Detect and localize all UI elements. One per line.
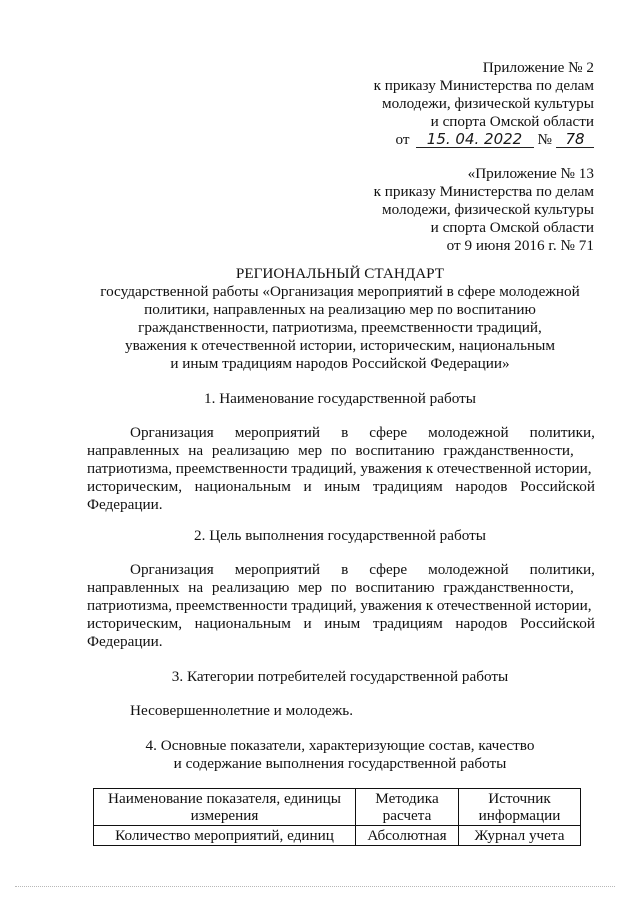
word: народов xyxy=(455,615,508,632)
paragraph-line xyxy=(87,424,595,442)
appendix-2-title: Приложение № 2 xyxy=(482,59,594,76)
appendix-13-line: к приказу Министерства по делам xyxy=(373,183,594,200)
table-cell: Журнал учета xyxy=(459,826,581,846)
paragraph-line: Федерации. xyxy=(87,496,163,513)
title-line: уважения к отечественной истории, историческим, национальным xyxy=(124,337,556,354)
title-line: и иным традициям народов Российской Федерации» xyxy=(170,355,510,372)
word: и xyxy=(303,478,312,495)
appendix-2-line: молодежи, физической культуры xyxy=(382,95,594,112)
paragraph-line: патриотизма, преемственности традиций, уважения к отечественной истории, xyxy=(87,460,592,477)
appendix-13-date: от 9 июня 2016 г. № 71 xyxy=(446,237,594,254)
section-4-heading-line: и содержание выполнения государственной работы xyxy=(173,755,507,772)
word: политики, xyxy=(529,561,595,578)
appendix-13-title: «Приложение № 13 xyxy=(467,165,594,182)
table-header-cell xyxy=(356,789,459,826)
word: в xyxy=(341,561,349,578)
section-3-heading: 3. Категории потребителей государственной работы xyxy=(171,668,509,685)
word: мероприятий xyxy=(234,561,321,578)
handwritten-date: 15. 04. 2022 xyxy=(416,131,534,148)
appendix-2-header xyxy=(374,59,594,149)
word: и xyxy=(303,615,312,632)
title-main: РЕГИОНАЛЬНЫЙ СТАНДАРТ xyxy=(235,265,445,282)
word: национальным xyxy=(194,615,291,632)
header-text: информации xyxy=(478,807,561,824)
word: иным xyxy=(324,615,361,632)
appendix-2-line: и спорта Омской области xyxy=(430,113,594,130)
word: историческим, xyxy=(87,478,183,495)
document-title xyxy=(70,265,610,373)
header-text: Наименование показателя, единицы xyxy=(108,790,341,807)
word: политики, xyxy=(529,424,595,441)
word: Организация xyxy=(130,424,214,441)
word: в xyxy=(341,424,349,441)
word: традициям xyxy=(372,478,443,495)
appendix-2-date-line xyxy=(395,131,594,149)
title-line: политики, направленных на реализацию мер по воспитанию xyxy=(144,301,536,318)
word: Российской xyxy=(520,478,595,495)
header-text: расчета xyxy=(382,807,432,824)
scan-artifact-line xyxy=(15,886,615,887)
section-3-text xyxy=(130,702,638,720)
appendix-2-line: к приказу Министерства по делам xyxy=(373,77,594,94)
word: историческим, xyxy=(87,615,183,632)
paragraph-line: направленных на реализацию мер по воспитанию гражданственности, xyxy=(87,442,574,459)
table-cell: Количество мероприятий, единиц xyxy=(94,826,356,846)
section-4-heading-line: 4. Основные показатели, характеризующие состав, качество xyxy=(145,737,535,754)
appendix-13-header xyxy=(374,165,594,255)
word: мероприятий xyxy=(234,424,321,441)
appendix-13-line: молодежи, физической культуры xyxy=(382,201,594,218)
word: национальным xyxy=(194,478,291,495)
word: молодежной xyxy=(428,424,509,441)
table-header-cell xyxy=(94,789,356,826)
from-label: от xyxy=(395,131,410,148)
section-4-heading xyxy=(70,737,610,773)
paragraph-line xyxy=(87,561,595,579)
table-header-cell xyxy=(459,789,581,826)
paragraph-line xyxy=(87,478,595,496)
section-2-heading: 2. Цель выполнения государственной работы xyxy=(194,527,486,544)
table-header-row xyxy=(94,789,581,826)
word: иным xyxy=(324,478,361,495)
word: сфере xyxy=(369,561,408,578)
header-text: Методика xyxy=(375,790,439,807)
paragraph-line: Несовершеннолетние и молодежь. xyxy=(130,702,354,719)
title-line: государственной работы «Организация мероприятий в сфере молодежной xyxy=(100,283,580,300)
header-text: измерения xyxy=(190,807,259,824)
section-1-heading: 1. Наименование государственной работы xyxy=(204,390,476,407)
table-row xyxy=(94,826,581,846)
word: Организация xyxy=(130,561,214,578)
word: традициям xyxy=(372,615,443,632)
header-text: Источник xyxy=(488,790,551,807)
paragraph-line xyxy=(87,615,595,633)
paragraph-line: направленных на реализацию мер по воспитанию гражданственности, xyxy=(87,579,574,596)
indicators-table xyxy=(93,788,581,846)
section-1-text xyxy=(87,424,595,514)
number-label: № xyxy=(537,131,552,148)
paragraph-line: патриотизма, преемственности традиций, уважения к отечественной истории, xyxy=(87,597,592,614)
paragraph-line: Федерации. xyxy=(87,633,163,650)
word: молодежной xyxy=(428,561,509,578)
appendix-13-line: и спорта Омской области xyxy=(430,219,594,236)
section-2-text xyxy=(87,561,595,651)
word: сфере xyxy=(369,424,408,441)
title-line: гражданственности, патриотизма, преемственности традиций, xyxy=(138,319,542,336)
word: народов xyxy=(455,478,508,495)
table-cell: Абсолютная xyxy=(356,826,459,846)
handwritten-number: 78 xyxy=(556,131,594,148)
word: Российской xyxy=(520,615,595,632)
